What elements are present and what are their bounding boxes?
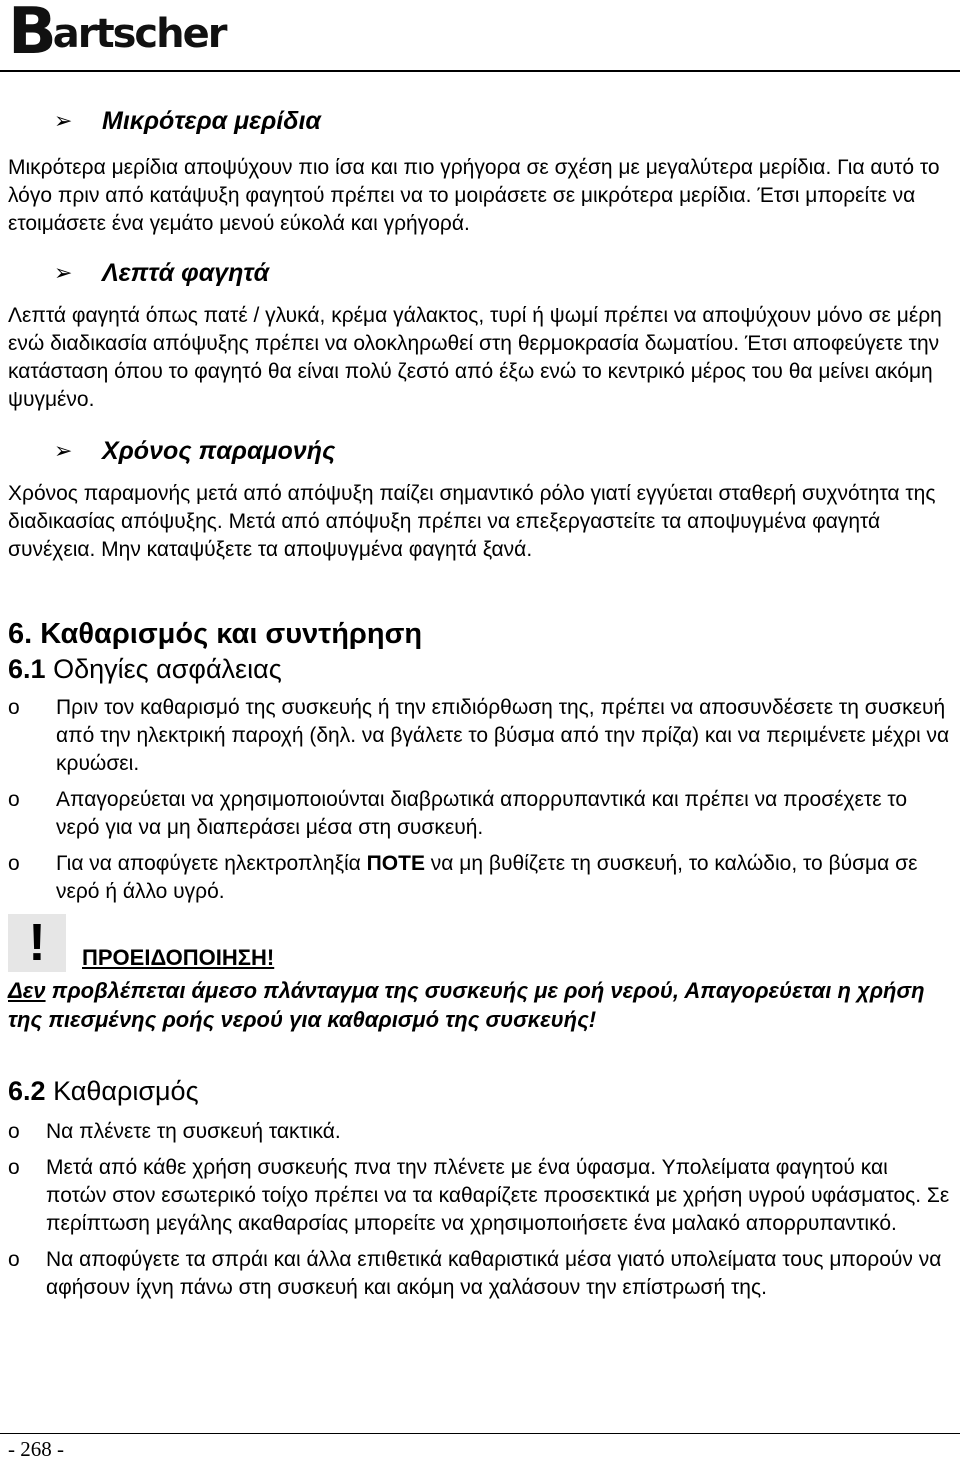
list-marker: o xyxy=(8,1120,20,1143)
list-item: o Μετά από κάθε χρήση συσκευής πνα την πλένετε με ένα ύφασμα. Υπολείματα φαγητού και ποτών στον εσωτερικό τοίχο πρέπει να τα καθαρίζετε προσεκτικά με χρήση υγρού υφάσματος. Σε περίπτωση μεγάλης ακαθαρσίας μπορείτε να χρησιμοποιήσετε ένα μαλακό απορρυπαντικό. xyxy=(8,1154,953,1238)
section-number: 6.2 xyxy=(8,1076,46,1106)
warning-title: ΠΡΟΕΙΔΟΠΟΙΗΣΗ! xyxy=(82,945,275,970)
page-number: - 268 - xyxy=(8,1437,64,1461)
footer-rule xyxy=(0,1433,960,1434)
section-heading-holding-time: ➢ Χρόνος παραμονής xyxy=(54,434,953,468)
section-title-text: Καθαρισμός xyxy=(53,1076,199,1106)
section-title-cleaning xyxy=(8,1074,953,1108)
arrow-bullet-icon: ➢ xyxy=(54,108,73,133)
list-marker: o xyxy=(8,1248,20,1271)
document-body xyxy=(8,104,953,1302)
list-item: o Να πλένετε τη συσκευή τακτικά. xyxy=(8,1118,953,1146)
list-marker: o xyxy=(8,852,20,875)
header-rule xyxy=(0,70,960,72)
exclamation-icon: ! xyxy=(8,914,66,972)
list-marker: o xyxy=(8,696,20,719)
list-item: o Να αποφύγετε τα σπράι και άλλα επιθετικά καθαριστικά μέσα γιατό υπολείματα τους μπορούν να αφήσουν ίχνη πάνω στη συσκευή και ακόμη να χαλάσουν την επίστρωσή της. xyxy=(8,1246,953,1302)
paragraph-smaller-portions: Μικρότερα μερίδια αποψύχουν πιο ίσα και πιο γρήγορα σε σχέση με μεγαλύτερα μερίδια. Για αυτό το λόγο πριν από κατάψυξη φαγητού πρέπει να το μοιράσετε σε μικρότερα μερίδια. Έτσι μπορείτε να ετοιμάσετε ένα γεμάτο μενού εύκολά και γρήγορά. xyxy=(8,156,940,235)
section-title-safety xyxy=(8,652,953,686)
list-item: o Απαγορεύεται να χρησιμοποιούνται διαβρωτικά απορρυπαντικά και πρέπει να προσέχετε το νερό για να μη διαπεράσει μέσα στη συσκευή. xyxy=(8,786,953,842)
arrow-bullet-icon: ➢ xyxy=(54,260,73,285)
section-heading-smaller-portions: ➢ Μικρότερα μερίδια xyxy=(54,104,953,138)
list-item: o Για να αποφύγετε ηλεκτροπληξία ΠΟΤΕ να μη βυθίζετε τη συσκευή, το καλώδιο, το βύσμα σε νερό ή άλλο υγρό. xyxy=(8,850,953,906)
chapter-title: 6. Καθαρισμός και συντήρηση xyxy=(8,618,423,650)
section-title-text: Οδηγίες ασφάλειας xyxy=(53,654,282,684)
list-marker: o xyxy=(8,1156,20,1179)
paragraph-holding-time: Χρόνος παραμονής μετά από απόψυξη παίζει σημαντικό ρόλο γιατί εγγύεται σταθερή συχνότητα της διαδικασίας απόψυξης. Μετά από απόψυξη πρέπει να επεξεργαστείτε τα αποψυγμένα φαγητά συνέχεια. Μην καταψύξετε τα αποψυγμένα φαγητά ξανά. xyxy=(8,482,936,561)
emphasis-never: ΠΟΤΕ xyxy=(366,852,425,875)
cleaning-list xyxy=(8,1118,953,1302)
paragraph-delicate-foods: Λεπτά φαγητά όπως πατέ / γλυκά, κρέμα γάλακτος, τυρί ή ψωμί πρέπει να αποψύχουν μόνο σε μέρη ενώ διαδικασία απόψυξης πρέπει να ολοκληρωθεί στη θερμοκρασία δωματίου. Έτσι αποφεύγετε την κατάσταση όπου το φαγητό θα είναι πολύ ζεστό από έξω ενώ το κεντρικό μέρος του θα μείνει ακόμη ψυγμένο. xyxy=(8,304,942,411)
list-marker: o xyxy=(8,788,20,811)
section-number: 6.1 xyxy=(8,654,46,684)
section-heading-delicate-foods: ➢ Λεπτά φαγητά xyxy=(54,256,953,290)
safety-list xyxy=(8,694,953,906)
list-item: o Πριν τον καθαρισμό της συσκευής ή την επιδιόρθωση της, πρέπει να αποσυνδέσετε τη συσκευή από την ηλεκτρική παροχή (δηλ. να βγάλετε το βύσμα από την πρίζα) και να περιμένετε μέχρι να κρυώσει. xyxy=(8,694,953,778)
bartscher-logo: Bartscher xyxy=(8,0,226,69)
warning-header xyxy=(8,906,953,972)
warning-text: Δεν προβλέπεται άμεσο πλάνταγμα της συσκευής με ροή νερού, Απαγορεύεται η χρήση της πιεσμένης ροής νερού για καθαρισμό της συσκευής! xyxy=(8,978,925,1032)
arrow-bullet-icon: ➢ xyxy=(54,438,73,463)
